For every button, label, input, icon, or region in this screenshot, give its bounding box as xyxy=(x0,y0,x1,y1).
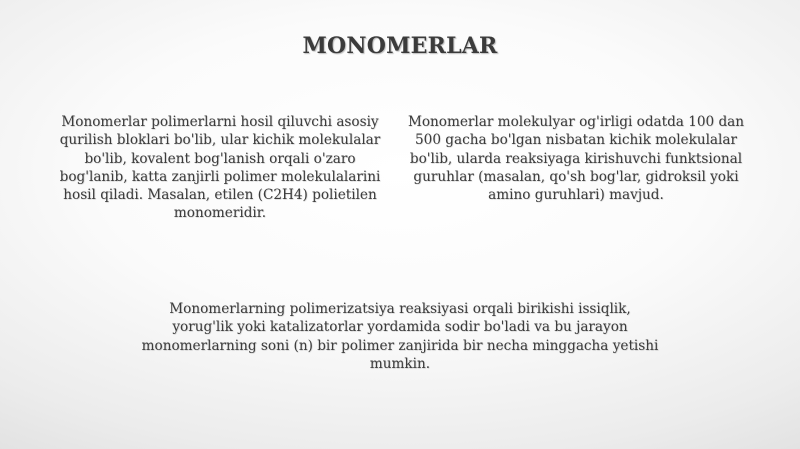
paragraph-bottom: Monomerlarning polimerizatsiya reaksiyasi orqali birikishi issiqlik, yorug'lik yoki katalizatorlar yordamida sodir bo'ladi va bu jarayon monomerlarning soni (n) bir polimer zanjirida bir necha minggacha yetishi mumkin. xyxy=(141,301,659,372)
paragraph-left: Monomerlar polimerlarni hosil qiluvchi asosiy qurilish bloklari bo'lib, ular kichik molekulalar bo'lib, kovalent bog'lanish orqali o'zaro bog'lanib, katta zanjirli polimer molekulalarini hosil qiladi. Masalan, etilen (C2H4) polietilen monomeridir. xyxy=(59,114,381,222)
slide-title: MONOMERLAR xyxy=(302,33,498,59)
paragraph-right: Monomerlar molekulyar og'irligi odatda 100 dan 500 gacha bo'lgan nisbatan kichik molekulalar bo'lib, ularda reaksiyaga kirishuvchi funktsional guruhlar (masalan, qo'sh bog'lar, gidroksil yoki amino guruhlari) mavjud. xyxy=(407,114,745,204)
